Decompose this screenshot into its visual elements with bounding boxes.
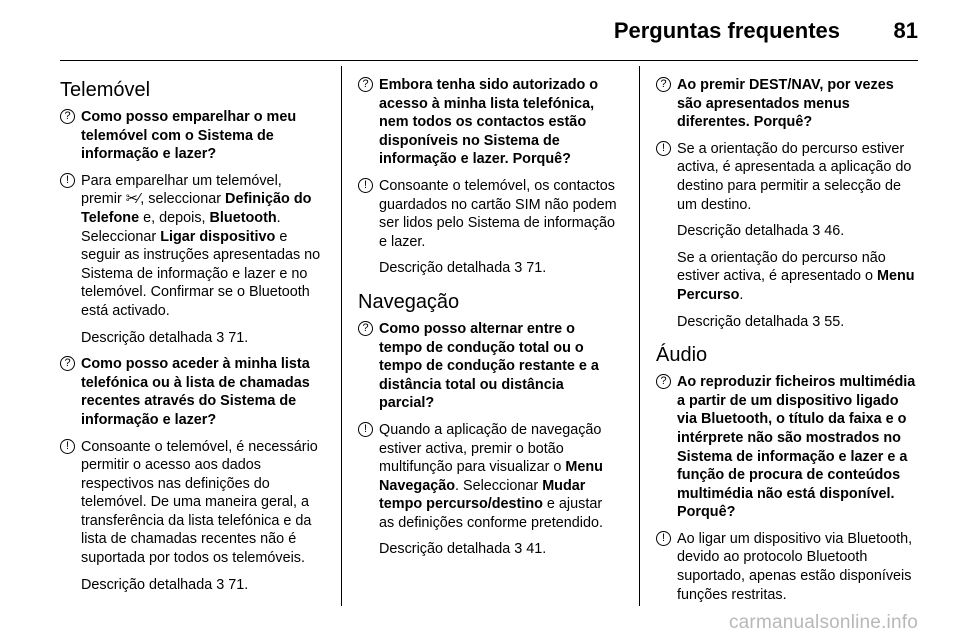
column-3	[656, 76, 918, 612]
reference-line: Descrição detalhada 3 71.	[81, 576, 249, 593]
question-item	[60, 108, 322, 164]
answer-icon: !	[60, 173, 75, 188]
question-item	[656, 373, 918, 522]
column-divider	[639, 66, 640, 606]
answer-item	[358, 421, 620, 559]
page-ref-arrow-icon: 3	[216, 329, 225, 346]
answer-text: Se a orientação do percurso estiver activa, é apresentada a aplicação do destino para permitir a selecção de um destino.	[677, 140, 912, 213]
page-ref-arrow-icon: 3	[812, 313, 821, 330]
question-text: Ao premir DEST/NAV, por vezes são apresentados menus diferentes. Porquê?	[677, 77, 894, 131]
question-item	[358, 320, 620, 413]
watermark: carmanualsonline.info	[728, 612, 918, 633]
column-divider	[341, 66, 342, 606]
header-divider	[60, 60, 918, 61]
reference-line: Descrição detalhada 3 71.	[81, 329, 249, 346]
answer-icon: !	[358, 178, 373, 193]
question-item	[358, 76, 620, 169]
reference-line: Descrição detalhada 3 46.	[677, 223, 845, 240]
page-number: 81	[893, 18, 918, 43]
question-text: Embora tenha sido autorizado o acesso à minha lista telefónica, nem todos os contactos estão disponíveis no Sistema de informação e lazer. Porquê?	[379, 77, 599, 168]
answer-item	[656, 530, 918, 604]
question-icon: ?	[358, 321, 373, 336]
column-2	[358, 76, 620, 567]
section-title-audio: Áudio	[656, 344, 708, 367]
answer-item	[60, 438, 322, 595]
answer-text: Quando a aplicação de navegação estiver activa, premir o botão multifunção para visualizar o Menu Navegação. Seleccionar Mudar tempo percurso/destino e ajustar as definições conforme pretendido.	[379, 421, 603, 531]
question-item	[60, 355, 322, 429]
answer-text: Para emparelhar um telemóvel, premir ✂⁄, seleccionar Definição do Telefone e, depois, Bluetooth. Seleccionar Ligar dispositivo e seguir as instruções apresentadas no Sistema de informação e lazer e no telemóvel. Confirmar se o Bluetooth está activado.	[81, 172, 321, 319]
answer-icon: !	[656, 531, 671, 546]
answer-text: Se a orientação do percurso não estiver activa, é apresentado o Menu Percurso.	[677, 249, 915, 303]
column-1	[60, 76, 322, 602]
page-ref-arrow-icon: 3	[514, 260, 523, 277]
question-icon: ?	[656, 77, 671, 92]
question-icon: ?	[60, 109, 75, 124]
answer-item	[60, 172, 322, 347]
section-title-telemovel: Telemóvel	[60, 79, 151, 101]
answer-text: Consoante o telemóvel, os contactos guardados no cartão SIM não podem ser lidos pelo Sistema de informação e lazer.	[379, 177, 617, 250]
question-text: Ao reproduzir ficheiros multimédia a partir de um dispositivo ligado via Bluetooth, o título da faixa e o intérprete não são mostrados no Sistema de informação e lazer e a função de procura de conteúdos multimédia não está disponível. Porquê?	[677, 374, 916, 521]
answer-item	[656, 140, 918, 331]
page-ref-arrow-icon: 3	[812, 223, 821, 240]
answer-icon: !	[656, 141, 671, 156]
answer-text: Consoante o telemóvel, é necessário permitir o acesso aos dados respectivos nas definições do telemóvel. De uma maneira geral, a transferência da lista telefónica e da lista de chamadas recentes não é suportada por todos os telemóveis.	[81, 438, 318, 567]
phone-key-icon: ✂⁄	[125, 191, 141, 208]
page-ref-arrow-icon: 3	[514, 541, 523, 558]
answer-item	[358, 177, 620, 278]
question-icon: ?	[656, 374, 671, 389]
page-title: Perguntas frequentes	[613, 18, 840, 43]
answer-icon: !	[60, 439, 75, 454]
question-text: Como posso alternar entre o tempo de condução total ou o tempo de condução restante e a distância total ou distância parcial?	[379, 320, 599, 412]
answer-text: Ao ligar um dispositivo via Bluetooth, devido ao protocolo Bluetooth suportado, apenas estão disponíveis funções restritas.	[677, 530, 913, 603]
answer-icon: !	[358, 422, 373, 437]
reference-line: Descrição detalhada 3 55.	[677, 313, 845, 330]
page-ref-arrow-icon: 3	[216, 576, 225, 593]
question-item	[656, 76, 918, 132]
reference-line: Descrição detalhada 3 41.	[379, 541, 547, 558]
question-icon: ?	[358, 77, 373, 92]
question-icon: ?	[60, 356, 75, 371]
page-header	[0, 0, 960, 62]
question-text: Como posso aceder à minha lista telefónica ou à lista de chamadas recentes através do Sistema de informação e lazer?	[81, 356, 310, 428]
question-text: Como posso emparelhar o meu telemóvel com o Sistema de informação e lazer?	[81, 109, 297, 163]
reference-line: Descrição detalhada 3 71.	[379, 260, 547, 277]
section-title-navegacao: Navegação	[358, 290, 460, 313]
